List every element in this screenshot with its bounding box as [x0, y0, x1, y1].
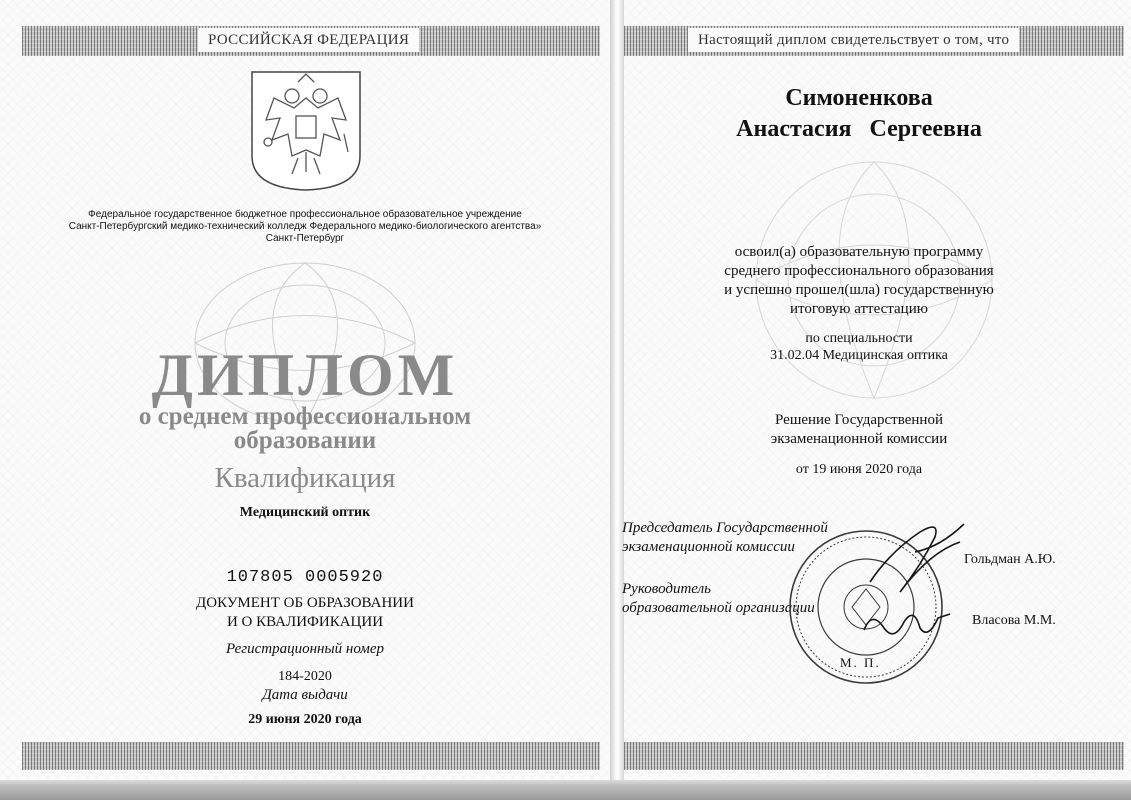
book-spine — [610, 0, 624, 800]
program-text-line-3: и успешно прошел(шла) государственную — [724, 282, 994, 298]
commission-decision-line-1: Решение Государственной — [775, 412, 943, 428]
certification-heading: Настоящий диплом свидетельствует о том, что — [688, 28, 1019, 52]
head-name: Власова М.М. — [972, 613, 1056, 628]
document-type-line-2: И О КВАЛИФИКАЦИИ — [226, 614, 384, 630]
institution-line-2: Санкт-Петербургский медико-технический колледж Федерального медико-биологического агентства» — [68, 221, 542, 232]
institution-city: Санкт-Петербург — [265, 233, 345, 244]
institution-line-1: Федеральное государственное бюджетное профессиональное образовательное учреждение — [88, 209, 522, 220]
footer-ornament-band — [22, 742, 600, 770]
program-text-line-1: освоил(а) образовательную программу — [734, 244, 984, 260]
graduate-name-patronymic: Анастасия Сергеевна — [736, 116, 982, 142]
serial-number: 107805 0005920 — [226, 568, 384, 587]
coat-of-arms-emblem — [248, 68, 364, 194]
issue-date-label: Дата выдачи — [262, 687, 348, 703]
chair-name: Гольдман А.Ю. — [964, 552, 1056, 567]
diploma-subtitle-line-1: о среднем профессиональном — [138, 403, 472, 430]
commission-decision-line-2: экзаменационной комиссии — [770, 431, 948, 447]
country-heading: РОССИЙСКАЯ ФЕДЕРАЦИЯ — [198, 28, 419, 52]
diploma-title: ДИПЛОМ — [151, 342, 459, 408]
registration-number-value: 184-2020 — [278, 669, 332, 684]
program-text-line-4: итоговую аттестацию — [790, 301, 928, 317]
program-text-line-2: среднего профессионального образования — [724, 263, 994, 279]
specialty-value: 31.02.04 Медицинская оптика — [770, 348, 948, 363]
qualification-value: Медицинский оптик — [239, 505, 371, 520]
footer-ornament-band-right — [624, 742, 1124, 770]
specialty-label: по специальности — [805, 331, 913, 346]
issue-date-value: 29 июня 2020 года — [248, 712, 362, 727]
decision-date: от 19 июня 2020 года — [795, 462, 923, 477]
head-role-line-1: Руководитель — [622, 581, 711, 597]
chair-signature — [860, 512, 970, 602]
chair-role-line-2: экзаменационной комиссии — [622, 539, 795, 555]
seal-place-mark: М. П. — [840, 655, 881, 670]
head-signature — [858, 600, 958, 650]
head-role-line-2: образовательной организации — [622, 600, 815, 616]
chair-role-line-1: Председатель Государственной — [622, 520, 828, 536]
graduate-surname: Симоненкова — [785, 85, 933, 111]
scan-bottom-edge — [0, 780, 1131, 800]
diploma-subtitle-line-2: образовании — [233, 427, 377, 454]
registration-number-label: Регистрационный номер — [225, 641, 384, 657]
qualification-label: Квалификация — [214, 462, 396, 494]
document-type-line-1: ДОКУМЕНТ ОБ ОБРАЗОВАНИИ — [196, 595, 414, 611]
